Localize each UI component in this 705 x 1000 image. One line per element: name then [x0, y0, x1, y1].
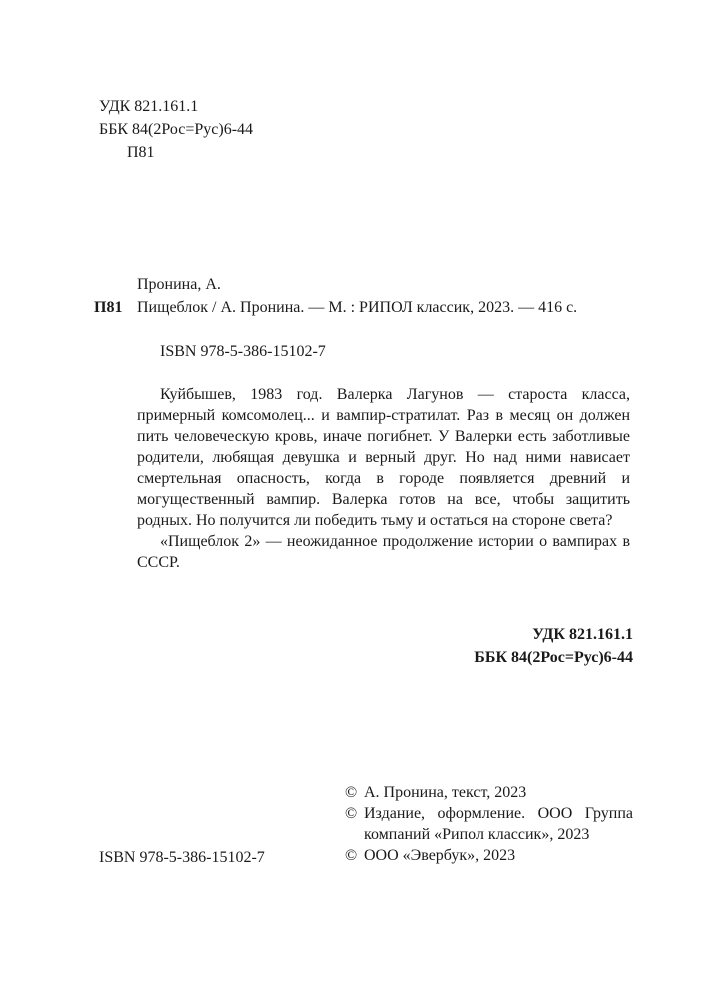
annotation-paragraph-2: «Пищеблок 2» — неожиданное продолжение истории о вампирах в СССР.: [137, 533, 630, 571]
author-mark-record: П81: [94, 299, 123, 316]
author-mark-top: П81: [127, 144, 155, 161]
copyright-symbol: ©: [345, 784, 358, 801]
isbn-bottom: ISBN 978-5-386-15102-7: [99, 849, 265, 866]
copyright-text: А. Пронина, текст, 2023: [364, 784, 527, 801]
bbk-code-top: ББК 84(2Рос=Рус)6-44: [99, 121, 254, 138]
bibliographic-description: Пищеблок / А. Пронина. — М. : РИПОЛ классик, 2023. — 416 с.: [137, 299, 578, 316]
copyright-block: [345, 782, 633, 866]
author-name: Пронина, А.: [137, 276, 221, 293]
copyright-line: [345, 845, 633, 866]
copyright-line: [345, 803, 633, 845]
copyright-text: ООО «Эвербук», 2023: [364, 847, 516, 864]
copyright-text: Издание, оформление. ООО Группа компаний «Рипол классик», 2023: [364, 805, 633, 843]
udk-code-bottom: УДК 821.161.1: [532, 626, 633, 643]
copyright-line: [345, 782, 633, 803]
udk-code-top: УДК 821.161.1: [99, 98, 199, 115]
copyright-symbol: ©: [345, 847, 358, 864]
isbn-record: ISBN 978-5-386-15102-7: [160, 343, 326, 360]
annotation: [137, 384, 630, 573]
copyright-symbol: ©: [345, 805, 358, 822]
bbk-code-bottom: ББК 84(2Рос=Рус)6-44: [474, 649, 633, 666]
annotation-paragraph-1: Куйбышев, 1983 год. Валерка Лагунов — староста класса, примерный комсомолец... и вампир-стратилат. Раз в месяц он должен пить человеческую кровь, иначе погибнет. У Валерки есть заботливые родители, любящая девушка и верный друг. Но над ними нависает смертельная опасность, когда в городе появляется древний и могущественный вампир. Валерка готов на все, чтобы защитить родных. Но получится ли победить тьму и остаться на стороне света?: [137, 386, 630, 529]
